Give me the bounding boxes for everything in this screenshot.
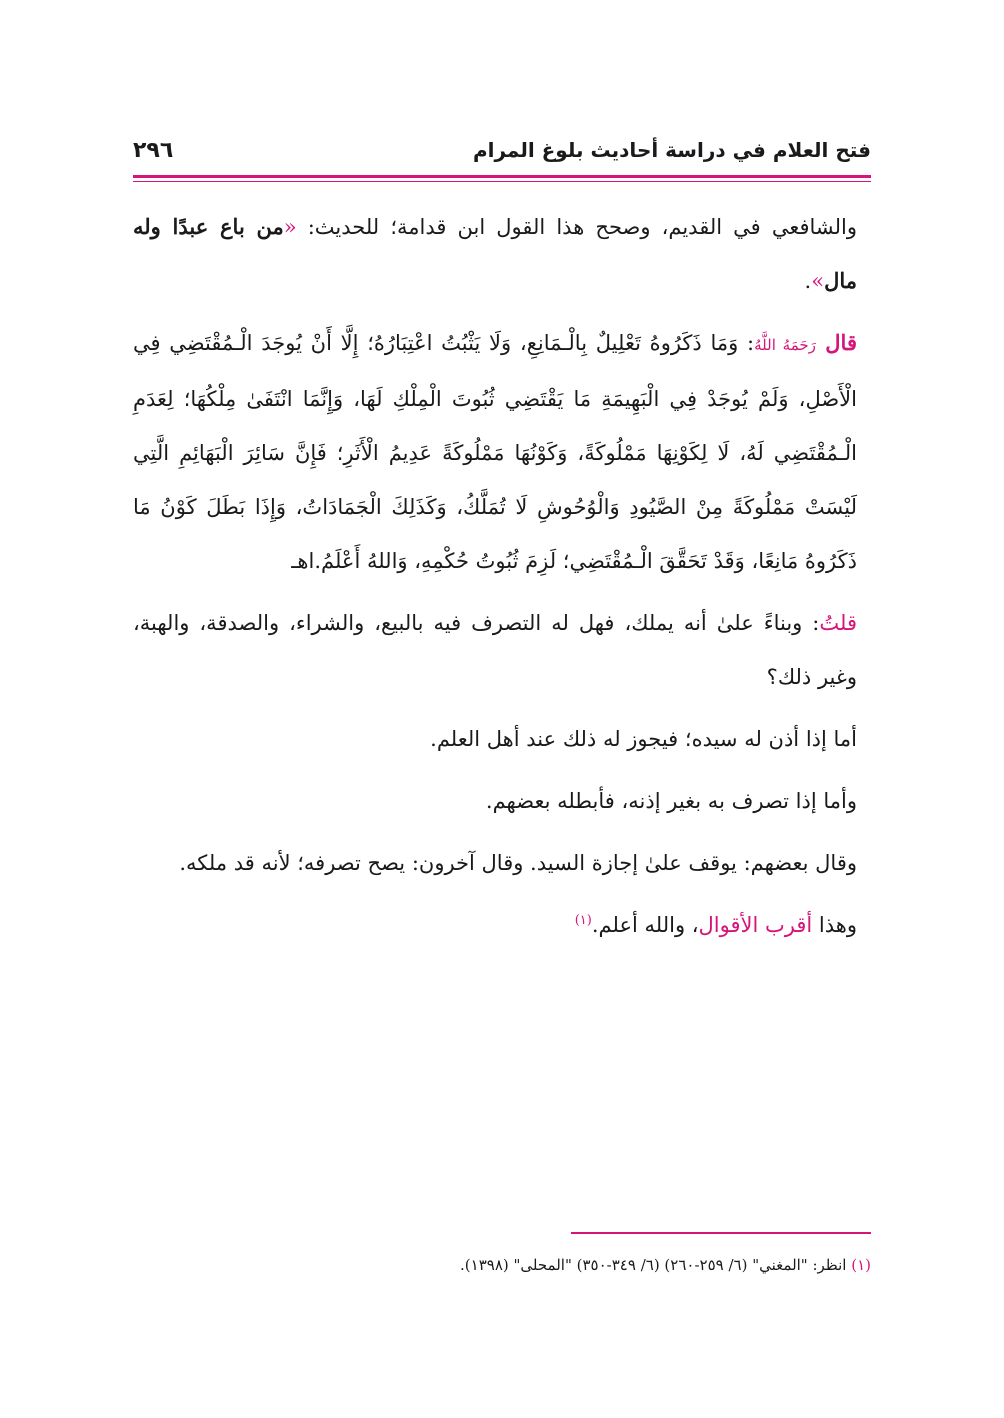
paragraph-2: [133, 316, 871, 588]
honorific-glyph: رَحَمَهُ اللَّهُ: [754, 336, 816, 354]
footnote: [133, 1252, 871, 1278]
paragraph-5-text: وأما إذا تصرف به بغير إذنه، فأبطله بعضهم.: [485, 789, 857, 813]
paragraph-4-text: أما إذا أذن له سيده؛ فيجوز له ذلك عند أهل العلم.: [430, 727, 857, 751]
footnote-reference[interactable]: (١): [574, 913, 592, 928]
highlighted-phrase: أقرب الأقوال: [698, 913, 813, 937]
quote-label: قال: [815, 330, 857, 355]
header-rule-thick: [133, 175, 871, 178]
paragraph-6-text: وقال بعضهم: يوقف علىٰ إجازة السيد. وقال آخرون: يصح تصرفه؛ لأنه قد ملكه.: [179, 851, 857, 875]
header-rule-thin: [133, 181, 871, 182]
footnote-number: (١): [851, 1256, 871, 1274]
paragraph-4: [133, 712, 871, 766]
quote-close-mark: »: [811, 269, 825, 293]
footnote-separator: [571, 1232, 871, 1234]
paragraph-6: [133, 836, 871, 890]
main-text: [133, 200, 871, 960]
hadith-quote: من باع عبدًا وله مال: [133, 214, 857, 293]
page-number: ٢٩٦: [133, 137, 174, 163]
footnote-text: انظر: "المغني" (٦/ ٢٥٩-٢٦٠) (٦/ ٣٤٩-٣٥٠) "المحلى" (١٣٩٨).: [460, 1256, 852, 1274]
paragraph-7: [133, 898, 871, 952]
paragraph-1: [133, 200, 871, 308]
paragraph-7-end: ، والله أعلم.: [591, 913, 699, 937]
book-title: فتح العلام في دراسة أحاديث بلوغ المرام: [472, 138, 871, 162]
paragraph-2-text: : وَمَا ذَكَرُوهُ تَعْلِيلٌ بِالْـمَانِعِ، وَلَا يَثْبُتُ اعْتِبَارُهُ؛ إِلَّا أَنْ يُوجَدَ الْـمُقْتَضِي فِي الْأَصْلِ، وَلَمْ يُوجَدْ فِي الْبَهِيمَةِ مَا يَقْتَضِي ثُبُوتَ الْمِلْكِ لَهَا، وَإِنَّمَا انْتَفَىٰ مِلْكُهَا؛ لِعَدَمِ الْـمُقْتَضِي لَهُ، لَا لِكَوْنِهَا مَمْلُوكَةً، وَكَوْنُهَا مَمْلُوكَةً عَدِيمُ الْأَثَرِ؛ فَإِنَّ سَائِرَ الْبَهَائِمِ الَّتِي لَيْسَتْ مَمْلُوكَةً مِنْ الصَّيُودِ وَالْوُحُوشِ لَا تُمَلَّكُ، وَكَذَلِكَ الْجَمَادَاتُ، وَإِذَا بَطَلَ كَوْنُ مَا ذَكَرُوهُ مَانِعًا، وَقَدْ تَحَقَّقَ الْـمُقْتَضِي؛ لَزِمَ ثُبُوتُ حُكْمِهِ، وَاللهُ أَعْلَمُ.اهـ: [133, 331, 857, 573]
qultu-label: قلتُ: [819, 611, 857, 635]
quote-open-mark: «: [283, 215, 297, 239]
paragraph-7-start: وهذا: [812, 913, 857, 937]
paragraph-1-text: والشافعي في القديم، وصحح هذا القول ابن قدامة؛ للحديث:: [296, 215, 857, 239]
paragraph-5: [133, 774, 871, 828]
running-header: [133, 130, 871, 170]
paragraph-3: [133, 596, 871, 704]
paragraph-1-end: .: [804, 269, 812, 293]
paragraph-3-text: : وبناءً علىٰ أنه يملك، فهل له التصرف فيه بالبيع، والشراء، والصدقة، والهبة، وغير ذلك؟: [133, 611, 857, 689]
